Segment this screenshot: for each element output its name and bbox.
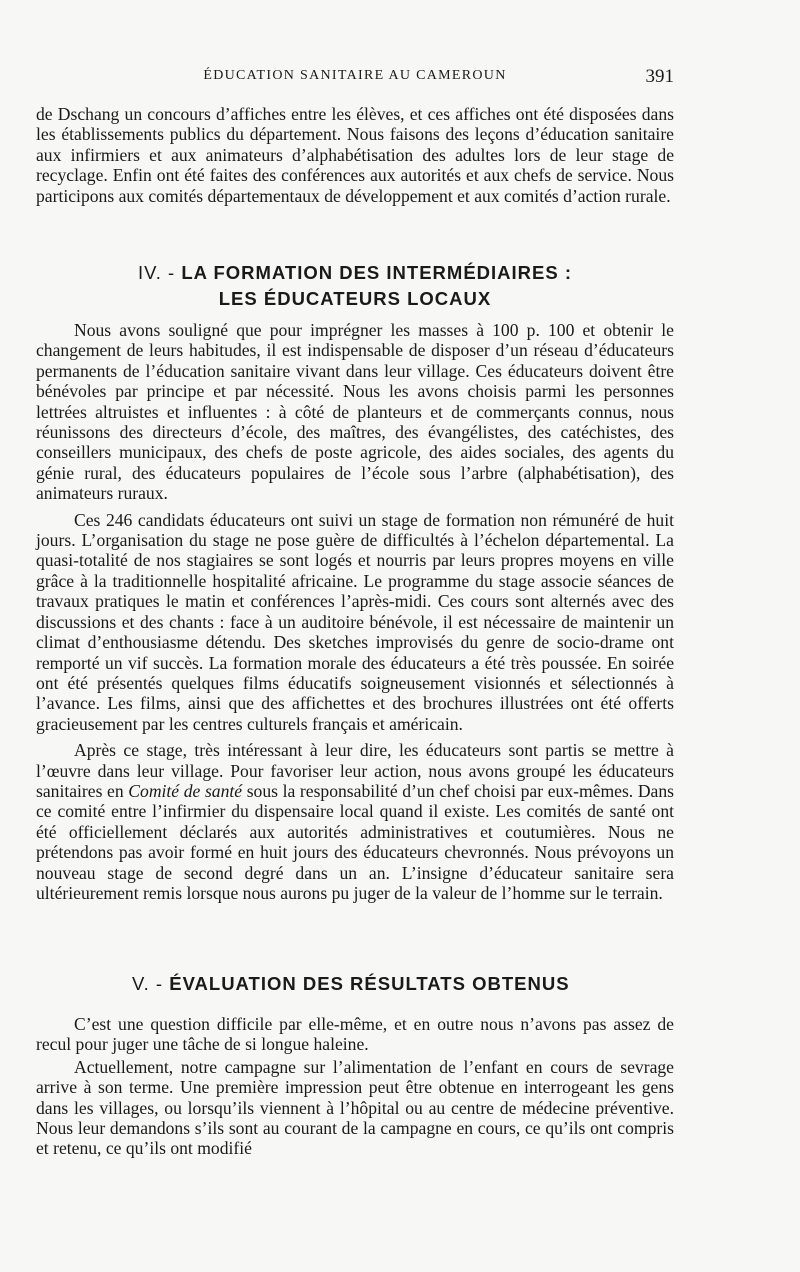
heading-line-1 [36,261,674,285]
italic-term: Comité de santé [128,780,243,801]
section-iv-body [36,320,674,903]
text-run: sous la responsabilité d’un chef choisi par eux-mêmes. Dans ce comité entre l’infirmier du dispensaire local quand il existe. Les comités de santé ont été officiellement déclarés aux autorités administratives et coutumières. Nous ne prétendons pas avoir formé en huit jours des éducateurs chevronnés. Nous prévoyons un nouveau stage de second degré dans un an. L’insigne d’éducateur sanitaire sera ultérieurement remis lorsque nous aurons pu juger de la valeur de l’homme sur le terrain. [36,780,674,903]
section-heading-iv [36,261,674,311]
paragraph: de Dschang un concours d’affiches entre les élèves, et ces affiches ont été disposées dans les établissements publics du département. Nous faisons des leçons d’éducation sanitaire aux infirmiers et aux animateurs d’alphabétisation des adultes lors de leur stage de recyclage. Enfin ont été faites des conférences aux autorités et aux chefs de service. Nous participons aux comités départementaux de développement et aux comités d’action rurale. [36,104,674,206]
section-v-body [36,1014,674,1159]
section-title: ÉVALUATION DES RÉSULTATS OBTENUS [169,973,570,994]
section-heading-v [36,972,674,996]
section-number: V. - [132,973,164,994]
paragraph: Nous avons souligné que pour imprégner les masses à 100 p. 100 et obtenir le changement de leurs habitudes, il est indispensable de disposer d’un réseau d’éducateurs permanents de l’éducation sanitaire vivant dans leur village. Ces éducateurs doivent être bénévoles par principe et par nécessité. Nous les avons choisis parmi les personnes lettrées altruistes et influentes : à côté de planteurs et de commerçants connus, nous réunissons des directeurs d’école, des maîtres, des évangélistes, des catéchistes, des conseillers municipaux, des chefs de poste agricole, des aides sociales, des agents du génie rural, des éducateurs populaires de l’école sous l’arbre (alphabétisation), des animateurs ruraux. [36,320,674,504]
section-number: IV. - [137,262,176,283]
text-run: Après ce stage, très intéressant à leur dire, les éducateurs sont partis se mettre à l’œuvre dans leur village. Pour favoriser leur action, nous avons groupé les éducateurs sanitaires en [36,740,674,801]
paragraph: Actuellement, notre campagne sur l’alimentation de l’enfant en cours de sevrage arrive à son terme. Une première impression peut être obtenue en interrogeant les gens dans les villages, ou lorsqu’ils viennent à l’hôpital ou au centre de médecine préventive. Nous leur demandons s’ils sont au courant de la campagne en cours, ce qu’ils ont compris et retenu, ce qu’ils ont modifié [36,1056,674,1159]
paragraph: Ces 246 candidats éducateurs ont suivi un stage de formation non rémunéré de huit jours. L’organisation du stage ne pose guère de difficultés à l’échelon départemental. La quasi-totalité de nos stagiaires se sont logés et nourris par leurs propres moyens en ville grâce à la traditionnelle hospitalité africaine. Le programme du stage associe séances de travaux pratiques le matin et conférences l’après-midi. Ces cours sont alternés avec des discussions et des chants : face à un auditoire bénévole, il est nécessaire de maintenir un climat d’enthousiasme détendu. Des sketches improvisés du genre de socio-drame ont remporté un vif succès. La formation morale des éducateurs a été très poussée. En soirée ont été présentés quelques films éducatifs soigneusement visionnés et sélectionnés à l’avance. Les films, ainsi que des affichettes et des brochures illustrées ont été offerts gracieusement par les centres culturels français et américain. [36,509,674,734]
paragraph [36,740,674,903]
page-number: 391 [645,66,674,87]
top-paragraph-block [36,104,674,206]
section-title-line-2: LES ÉDUCATEURS LOCAUX [218,288,492,309]
section-title-line-1: LA FORMATION DES INTERMÉDIAIRES : [181,262,573,283]
paragraph: C’est une question difficile par elle-même, et en outre nous n’avons pas assez de recul pour juger une tâche de si longue haleine. [36,1014,674,1055]
running-title: ÉDUCATION SANITAIRE AU CAMEROUN [203,68,507,83]
